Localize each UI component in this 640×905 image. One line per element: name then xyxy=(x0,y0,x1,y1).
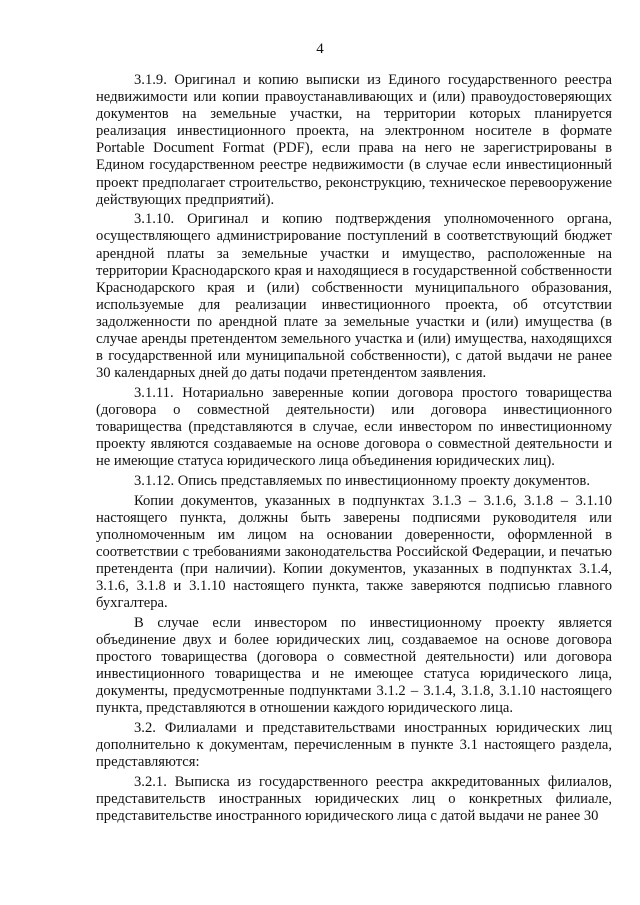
paragraph-3-1-11: 3.1.11. Нотариально заверенные копии договора простого товарищества (договора о совместной деятельности) или договора инвестиционного товарищества (представляются в случае, если инвестором по инвестиционному проекту являются создаваемые на основе договора о совместной деятельности и не имеющие статуса юридического лица объединения юридических лиц). xyxy=(96,384,612,470)
paragraph-investor-association: В случае если инвестором по инвестиционному проекту является объединение двух и более юридических лиц, создаваемое на основе договора простого товарищества (договора о совместной деятельности) или договора инвестиционного товарищества и не имеющее статуса юридического лица, документы, предусмотренные подпунктами 3.1.2 – 3.1.4, 3.1.8, 3.1.10 настоящего пункта, представляются в отношении каждого юридического лица. xyxy=(96,614,612,717)
paragraph-copies-certification: Копии документов, указанных в подпунктах 3.1.3 – 3.1.6, 3.1.8 – 3.1.10 настоящего пункта, должны быть заверены подписями руководителя или уполномоченным им лицом на основании доверенности, оформленной в соответствии с требованиями законодательства Российской Федерации, и печатью претендента (при наличии). Копии документов, указанных в подпунктах 3.1.4, 3.1.6, 3.1.8 и 3.1.10 настоящего пункта, также заверяются подписью главного бухгалтера. xyxy=(96,492,612,612)
paragraph-3-1-9: 3.1.9. Оригинал и копию выписки из Единого государственного реестра недвижимости или копии правоустанавливающих и (или) правоудостоверяющих документов на земельные участки, на территории которых планируется реализация инвестиционного проекта, на электронном носителе в формате Portable Document Format (PDF), если права на него не зарегистрированы в Едином государственном реестре недвижимости (в случае если инвестиционный проект предполагает строительство, реконструкцию, техническое перевооружение действующих предприятий). xyxy=(96,72,612,208)
page-number: 4 xyxy=(316,41,324,57)
paragraph-3-2: 3.2. Филиалами и представительствами иностранных юридических лиц дополнительно к документам, перечисленным в пункте 3.1 настоящего раздела, представляются: xyxy=(96,720,612,771)
document-body xyxy=(96,72,612,828)
paragraph-3-1-12: 3.1.12. Опись представляемых по инвестиционному проекту документов. xyxy=(134,472,590,489)
paragraph-3-1-10: 3.1.10. Оригинал и копию подтверждения уполномоченного органа, осуществляющего администрирование поступлений в соответствующий бюджет арендной платы за земельные участки и имущество, расположенные на территории Краснодарского края и находящиеся в государственной собственности Краснодарского края и (или) собственности муниципального образования, используемые для реализации инвестиционного проекта, об отсутствии задолженности по арендной плате за земельные участки и (или) имущества (в случае аренды претендентом земельного участка и (или) имущества, находящихся в государственной или муниципальной собственности), с датой выдачи не ранее 30 календарных дней до даты подачи претендентом заявления. xyxy=(96,211,612,382)
paragraph-3-2-1: 3.2.1. Выписка из государственного реестра аккредитованных филиалов, представительств иностранных юридических лиц о конкретных филиале, представительстве иностранного юридического лица с датой выдачи не ранее 30 xyxy=(96,773,612,825)
